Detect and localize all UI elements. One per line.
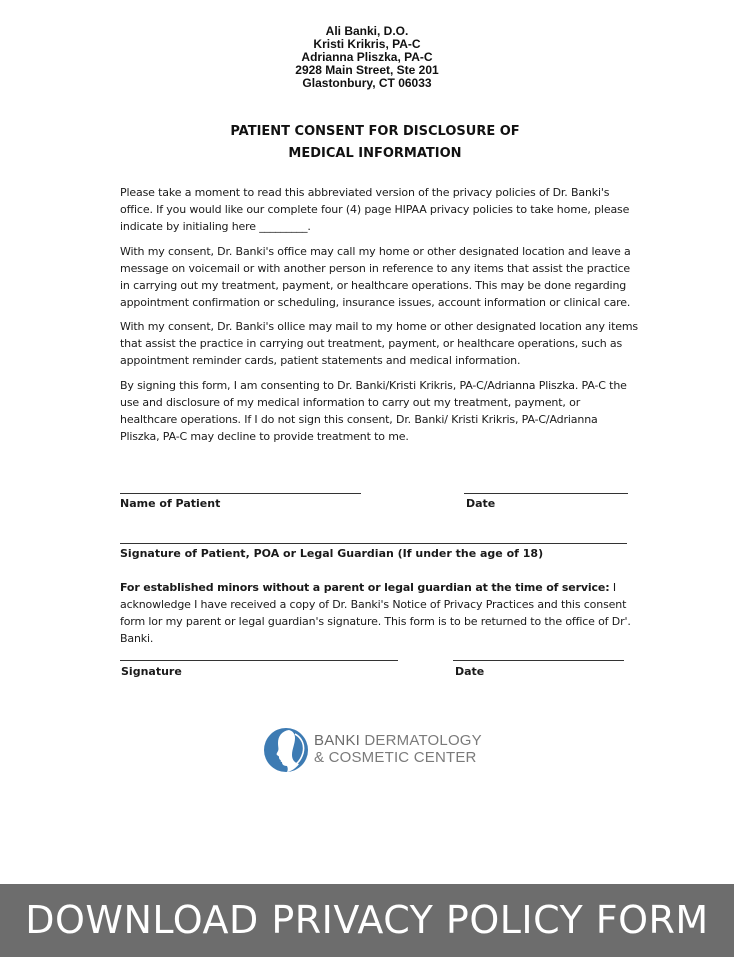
date-line-2 [453,660,624,661]
paragraph-disclosure-consent: By signing this form, I am consenting to Dr. Banki/Kristi Krikris, PA-C/Adrianna Pliszka. PA-C the use and disclosure of my medical information to carry out my treatment, payment, or healthcare operations. If I do not sign this consent, Dr. Banki/ Kristi Krikris, PA-C/Adrianna Pliszka, PA-C may decline to provide treatment to me. [120,379,627,443]
guardian-signature-label: Signature of Patient, POA or Legal Guardian (If under the age of 18) [120,547,544,560]
banki-dermatology-logo [262,723,502,779]
signature-line [120,660,398,661]
paragraph-minors [120,579,640,647]
document-title [0,121,734,165]
date-label-1: Date [466,497,496,510]
document-title-line-1: PATIENT CONSENT FOR DISCLOSURE OF [230,124,520,139]
practice-header [0,25,734,90]
logo-wordmark [314,732,482,766]
paragraph-mail-consent: With my consent, Dr. Banki's ollice may mail to my home or other designated location any items that assist the practice in carrying out treatment, payment, or healthcare operations, such as appointment reminder cards, patient statements and medical information. [120,320,638,367]
paragraph-phone-consent: With my consent, Dr. Banki's office may call my home or other designated location and leave a message on voicemail or with another person in reference to any items that assist the practice in carrying out my treatment, payment, or healthcare operations. This may be done regarding appointment confirmation or scheduling, insurance issues, account information or clinical care. [120,245,631,309]
download-privacy-policy-button[interactable]: DOWNLOAD PRIVACY POLICY FORM [0,884,734,957]
paragraph-minors-body: I acknowledge I have received a copy of Dr. Banki's Notice of Privacy Practices and this consent form lor my parent or legal guardian's signature. This form is to be returned to the office of Dr'. Banki. [120,581,631,645]
logo-wordmark-line-2: & COSMETIC CENTER [314,749,477,766]
logo-line-1-rest: DERMATOLOGY [360,732,482,749]
document-title-line-2: MEDICAL INFORMATION [288,146,462,161]
guardian-signature-line [120,543,627,544]
date-line-1 [464,493,628,494]
name-of-patient-label: Name of Patient [120,497,221,510]
paragraph-intro: Please take a moment to read this abbreviated version of the privacy policies of Dr. Banki's office. If you would like our complete four (4) page HIPAA privacy policies to take home, please indicate by initialing here _________. [120,186,630,233]
practice-pa-name-1: Kristi Krikris, PA-C [313,37,421,51]
name-of-patient-line [120,493,361,494]
practice-pa-name-2: Adrianna Pliszka, PA-C [301,50,433,64]
paragraph-minors-lead: For established minors without a parent or legal guardian at the time of service: [120,581,610,594]
logo-brand-name: BANKI [314,732,361,749]
date-label-2: Date [455,665,485,678]
practice-doctor-name: Ali Banki, D.O. [325,24,409,38]
logo-wordmark-line-1 [314,732,482,749]
face-profile-icon [262,723,310,777]
practice-street-address: 2928 Main Street, Ste 201 [295,63,439,77]
signature-label: Signature [121,665,182,678]
practice-city-state-zip: Glastonbury, CT 06033 [302,76,432,90]
